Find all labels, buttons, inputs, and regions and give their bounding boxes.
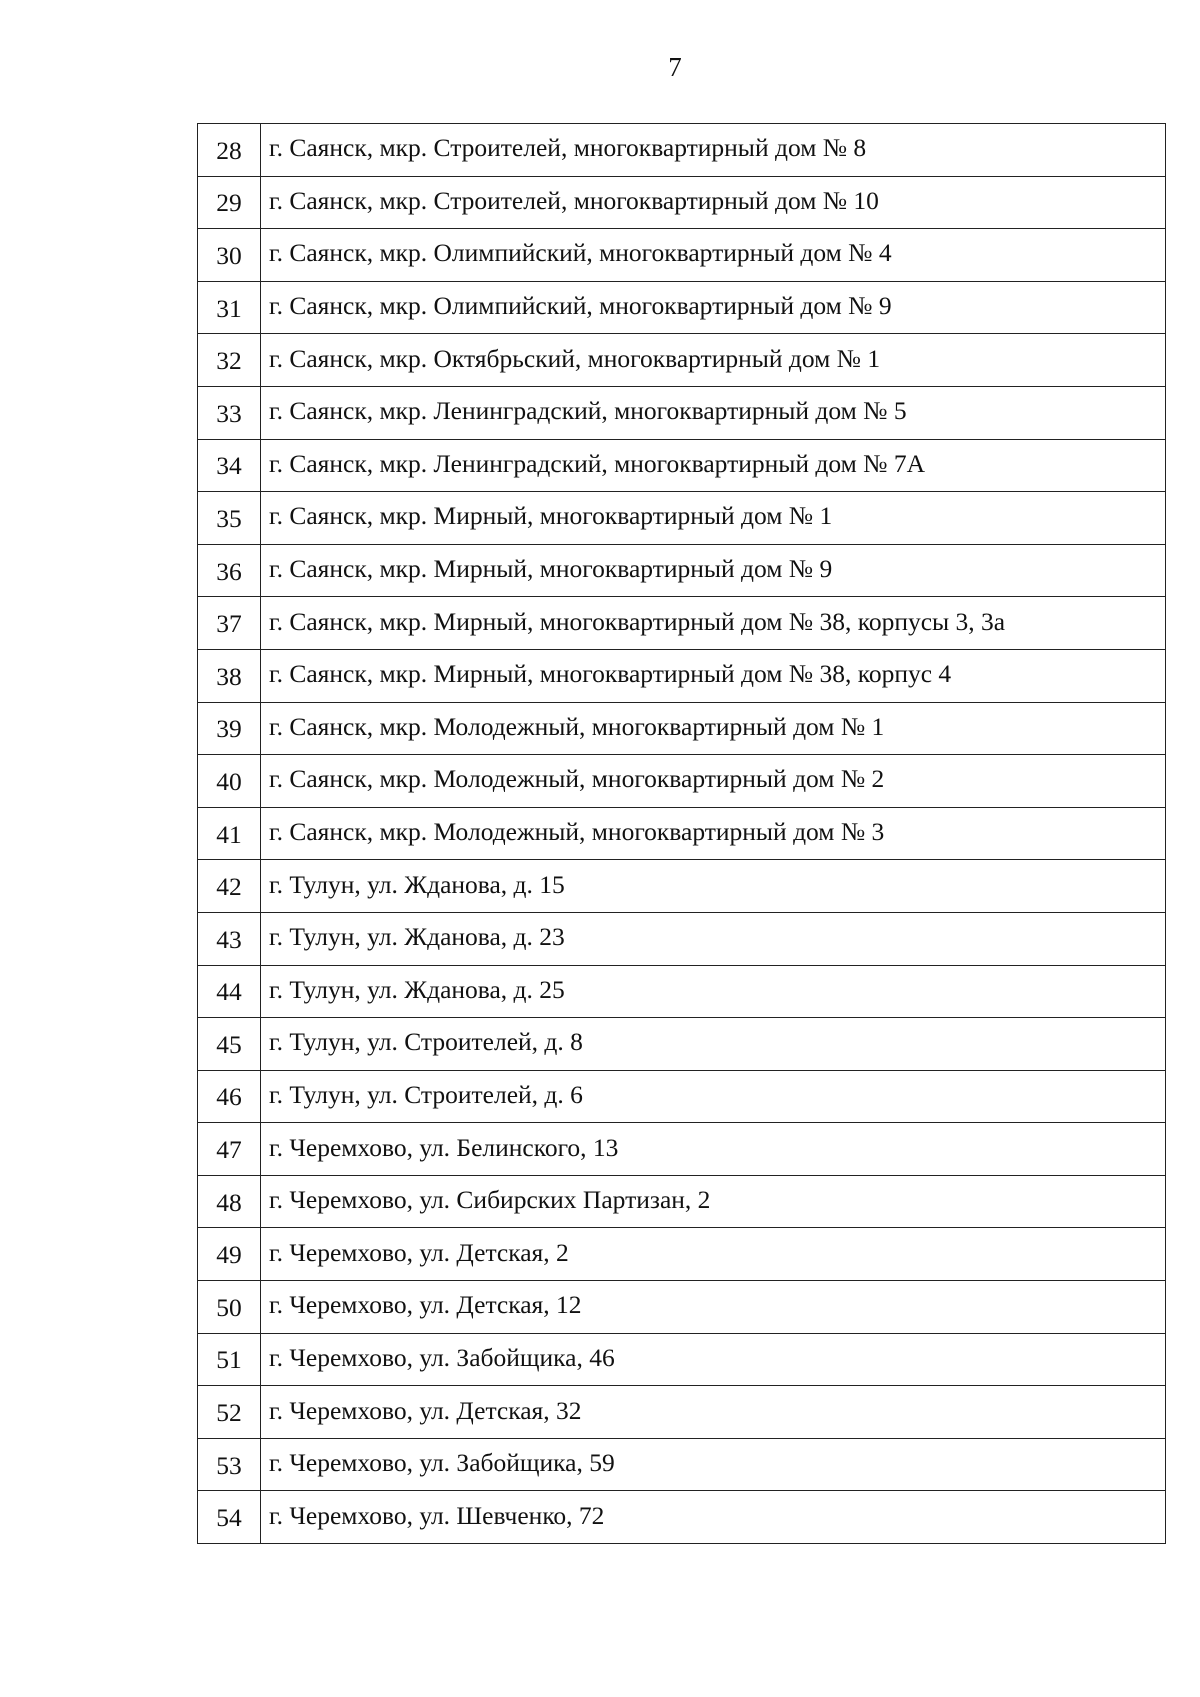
- row-number: 46: [198, 1070, 261, 1123]
- row-address: г. Саянск, мкр. Мирный, многоквартирный дом № 38, корпус 4: [261, 649, 1166, 702]
- row-number: 32: [198, 334, 261, 387]
- row-address: г. Черемхово, ул. Белинского, 13: [261, 1123, 1166, 1176]
- table-row: [198, 386, 1166, 439]
- table-row: [198, 281, 1166, 334]
- row-address: г. Саянск, мкр. Строителей, многоквартирный дом № 8: [261, 124, 1166, 177]
- row-number: 45: [198, 1018, 261, 1071]
- row-address: г. Черемхово, ул. Детская, 12: [261, 1281, 1166, 1334]
- table-row: [198, 597, 1166, 650]
- row-number: 50: [198, 1281, 261, 1334]
- row-number: 41: [198, 807, 261, 860]
- row-number: 43: [198, 912, 261, 965]
- table-row: [198, 544, 1166, 597]
- row-number: 52: [198, 1386, 261, 1439]
- row-address: г. Саянск, мкр. Октябрьский, многоквартирный дом № 1: [261, 334, 1166, 387]
- table-row: [198, 807, 1166, 860]
- row-number: 51: [198, 1333, 261, 1386]
- row-address: г. Черемхово, ул. Забойщика, 59: [261, 1438, 1166, 1491]
- row-address: г. Черемхово, ул. Забойщика, 46: [261, 1333, 1166, 1386]
- row-address: г. Саянск, мкр. Мирный, многоквартирный дом № 1: [261, 492, 1166, 545]
- table-row: [198, 1228, 1166, 1281]
- row-address: г. Тулун, ул. Строителей, д. 8: [261, 1018, 1166, 1071]
- row-address: г. Саянск, мкр. Олимпийский, многоквартирный дом № 4: [261, 229, 1166, 282]
- row-number: 31: [198, 281, 261, 334]
- row-address: г. Тулун, ул. Строителей, д. 6: [261, 1070, 1166, 1123]
- table-row: [198, 492, 1166, 545]
- table-row: [198, 1438, 1166, 1491]
- row-number: 28: [198, 124, 261, 177]
- table-row: [198, 1281, 1166, 1334]
- row-address: г. Саянск, мкр. Мирный, многоквартирный дом № 9: [261, 544, 1166, 597]
- table-row: [198, 1333, 1166, 1386]
- table-row: [198, 1386, 1166, 1439]
- table-row: [198, 1070, 1166, 1123]
- row-number: 33: [198, 386, 261, 439]
- address-table: [197, 123, 1166, 1544]
- row-address: г. Саянск, мкр. Молодежный, многоквартирный дом № 3: [261, 807, 1166, 860]
- row-number: 53: [198, 1438, 261, 1491]
- table-row: [198, 176, 1166, 229]
- row-number: 29: [198, 176, 261, 229]
- row-address: г. Саянск, мкр. Мирный, многоквартирный дом № 38, корпусы 3, 3а: [261, 597, 1166, 650]
- row-address: г. Черемхово, ул. Детская, 32: [261, 1386, 1166, 1439]
- table-row: [198, 1123, 1166, 1176]
- table-row: [198, 1018, 1166, 1071]
- row-number: 47: [198, 1123, 261, 1176]
- table-row: [198, 755, 1166, 808]
- row-address: г. Саянск, мкр. Ленинградский, многоквартирный дом № 7А: [261, 439, 1166, 492]
- row-number: 38: [198, 649, 261, 702]
- address-table-body: [198, 124, 1166, 1544]
- table-row: [198, 1175, 1166, 1228]
- row-address: г. Саянск, мкр. Молодежный, многоквартирный дом № 2: [261, 755, 1166, 808]
- row-number: 44: [198, 965, 261, 1018]
- row-number: 35: [198, 492, 261, 545]
- row-address: г. Черемхово, ул. Сибирских Партизан, 2: [261, 1175, 1166, 1228]
- table-row: [198, 702, 1166, 755]
- page-number: 7: [668, 52, 682, 82]
- table-row: [198, 334, 1166, 387]
- row-number: 54: [198, 1491, 261, 1544]
- row-number: 48: [198, 1175, 261, 1228]
- row-address: г. Саянск, мкр. Ленинградский, многоквартирный дом № 5: [261, 386, 1166, 439]
- row-address: г. Саянск, мкр. Строителей, многоквартирный дом № 10: [261, 176, 1166, 229]
- row-number: 39: [198, 702, 261, 755]
- row-number: 40: [198, 755, 261, 808]
- table-row: [198, 649, 1166, 702]
- row-number: 36: [198, 544, 261, 597]
- row-number: 37: [198, 597, 261, 650]
- table-row: [198, 860, 1166, 913]
- row-number: 30: [198, 229, 261, 282]
- table-row: [198, 912, 1166, 965]
- table-row: [198, 439, 1166, 492]
- row-number: 34: [198, 439, 261, 492]
- row-address: г. Саянск, мкр. Молодежный, многоквартирный дом № 1: [261, 702, 1166, 755]
- table-row: [198, 124, 1166, 177]
- row-address: г. Черемхово, ул. Детская, 2: [261, 1228, 1166, 1281]
- table-row: [198, 965, 1166, 1018]
- row-number: 49: [198, 1228, 261, 1281]
- table-row: [198, 1491, 1166, 1544]
- table-row: [198, 229, 1166, 282]
- row-address: г. Черемхово, ул. Шевченко, 72: [261, 1491, 1166, 1544]
- row-address: г. Тулун, ул. Жданова, д. 25: [261, 965, 1166, 1018]
- row-address: г. Тулун, ул. Жданова, д. 15: [261, 860, 1166, 913]
- row-address: г. Тулун, ул. Жданова, д. 23: [261, 912, 1166, 965]
- row-number: 42: [198, 860, 261, 913]
- row-address: г. Саянск, мкр. Олимпийский, многоквартирный дом № 9: [261, 281, 1166, 334]
